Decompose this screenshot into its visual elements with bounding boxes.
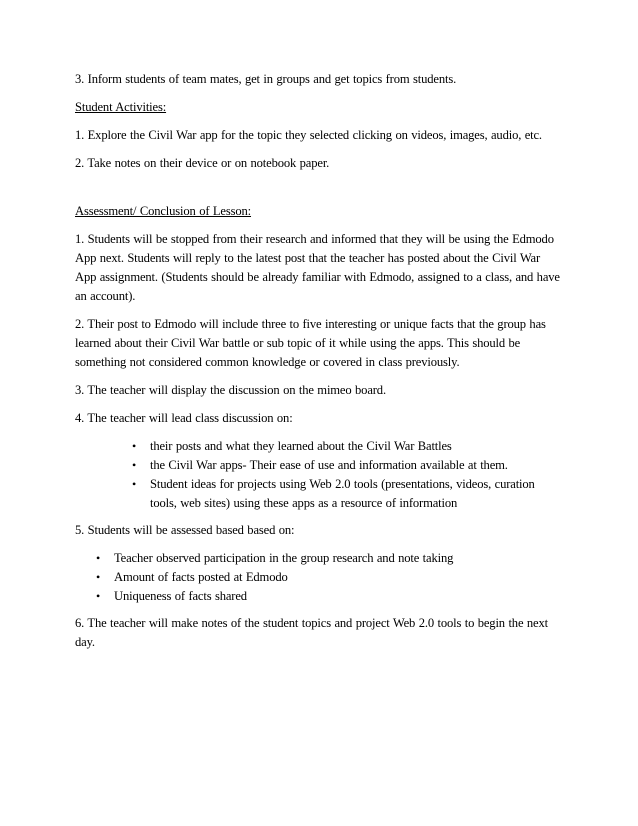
assessment-item-3: 3. The teacher will display the discussion on the mimeo board. <box>75 383 386 397</box>
list-item <box>75 475 563 513</box>
list-item-text: Uniqueness of facts shared <box>114 589 247 603</box>
bullet-icon: • <box>132 439 137 453</box>
list-item <box>75 456 563 475</box>
list-item-text: Teacher observed participation in the group research and note taking <box>114 551 454 565</box>
spacer <box>75 182 563 202</box>
list-item-text: Student ideas for projects using Web 2.0 tools (presentations, videos, curation tools, web sites) using these apps as a resource of information <box>150 477 535 510</box>
assessment-item-5: 5. Students will be assessed based based on: <box>75 523 295 537</box>
student-activities-heading: Student Activities: <box>75 100 167 114</box>
assessment-item-6: 6. The teacher will make notes of the student topics and project Web 2.0 tools to begin the next day. <box>75 616 548 649</box>
assessment-item-2: 2. Their post to Edmodo will include three to five interesting or unique facts that the group has learned about their Civil War battle or sub topic of it while using the apps. This should be something not considered common knowledge or covered in class previously. <box>75 317 546 369</box>
list-item <box>75 568 563 587</box>
bullet-icon: • <box>132 458 137 472</box>
activity-1: 1. Explore the Civil War app for the topic they selected clicking on videos, images, audio, etc. <box>75 128 542 142</box>
list-item-text: their posts and what they learned about the Civil War Battles <box>150 439 452 453</box>
discussion-topics-list <box>75 437 563 513</box>
assessment-criteria-list <box>75 549 563 606</box>
assessment-heading: Assessment/ Conclusion of Lesson: <box>75 204 252 218</box>
bullet-icon: • <box>96 589 101 603</box>
step-3-line: 3. Inform students of team mates, get in groups and get topics from students. <box>75 72 457 86</box>
document-body <box>75 70 563 661</box>
list-item <box>75 437 563 456</box>
list-item-text: Amount of facts posted at Edmodo <box>114 570 288 584</box>
bullet-icon: • <box>96 551 101 565</box>
list-item <box>75 587 563 606</box>
list-item-text: the Civil War apps- Their ease of use and information available at them. <box>150 458 508 472</box>
activity-2: 2. Take notes on their device or on notebook paper. <box>75 156 330 170</box>
bullet-icon: • <box>132 477 137 491</box>
list-item <box>75 549 563 568</box>
assessment-item-1: 1. Students will be stopped from their research and informed that they will be using the Edmodo App next. Students will reply to the latest post that the teacher has posted about the Civil War App assignment. (Students should be already familiar with Edmodo, assigned to a class, and have an account). <box>75 232 560 303</box>
assessment-item-4: 4. The teacher will lead class discussion on: <box>75 411 293 425</box>
bullet-icon: • <box>96 570 101 584</box>
